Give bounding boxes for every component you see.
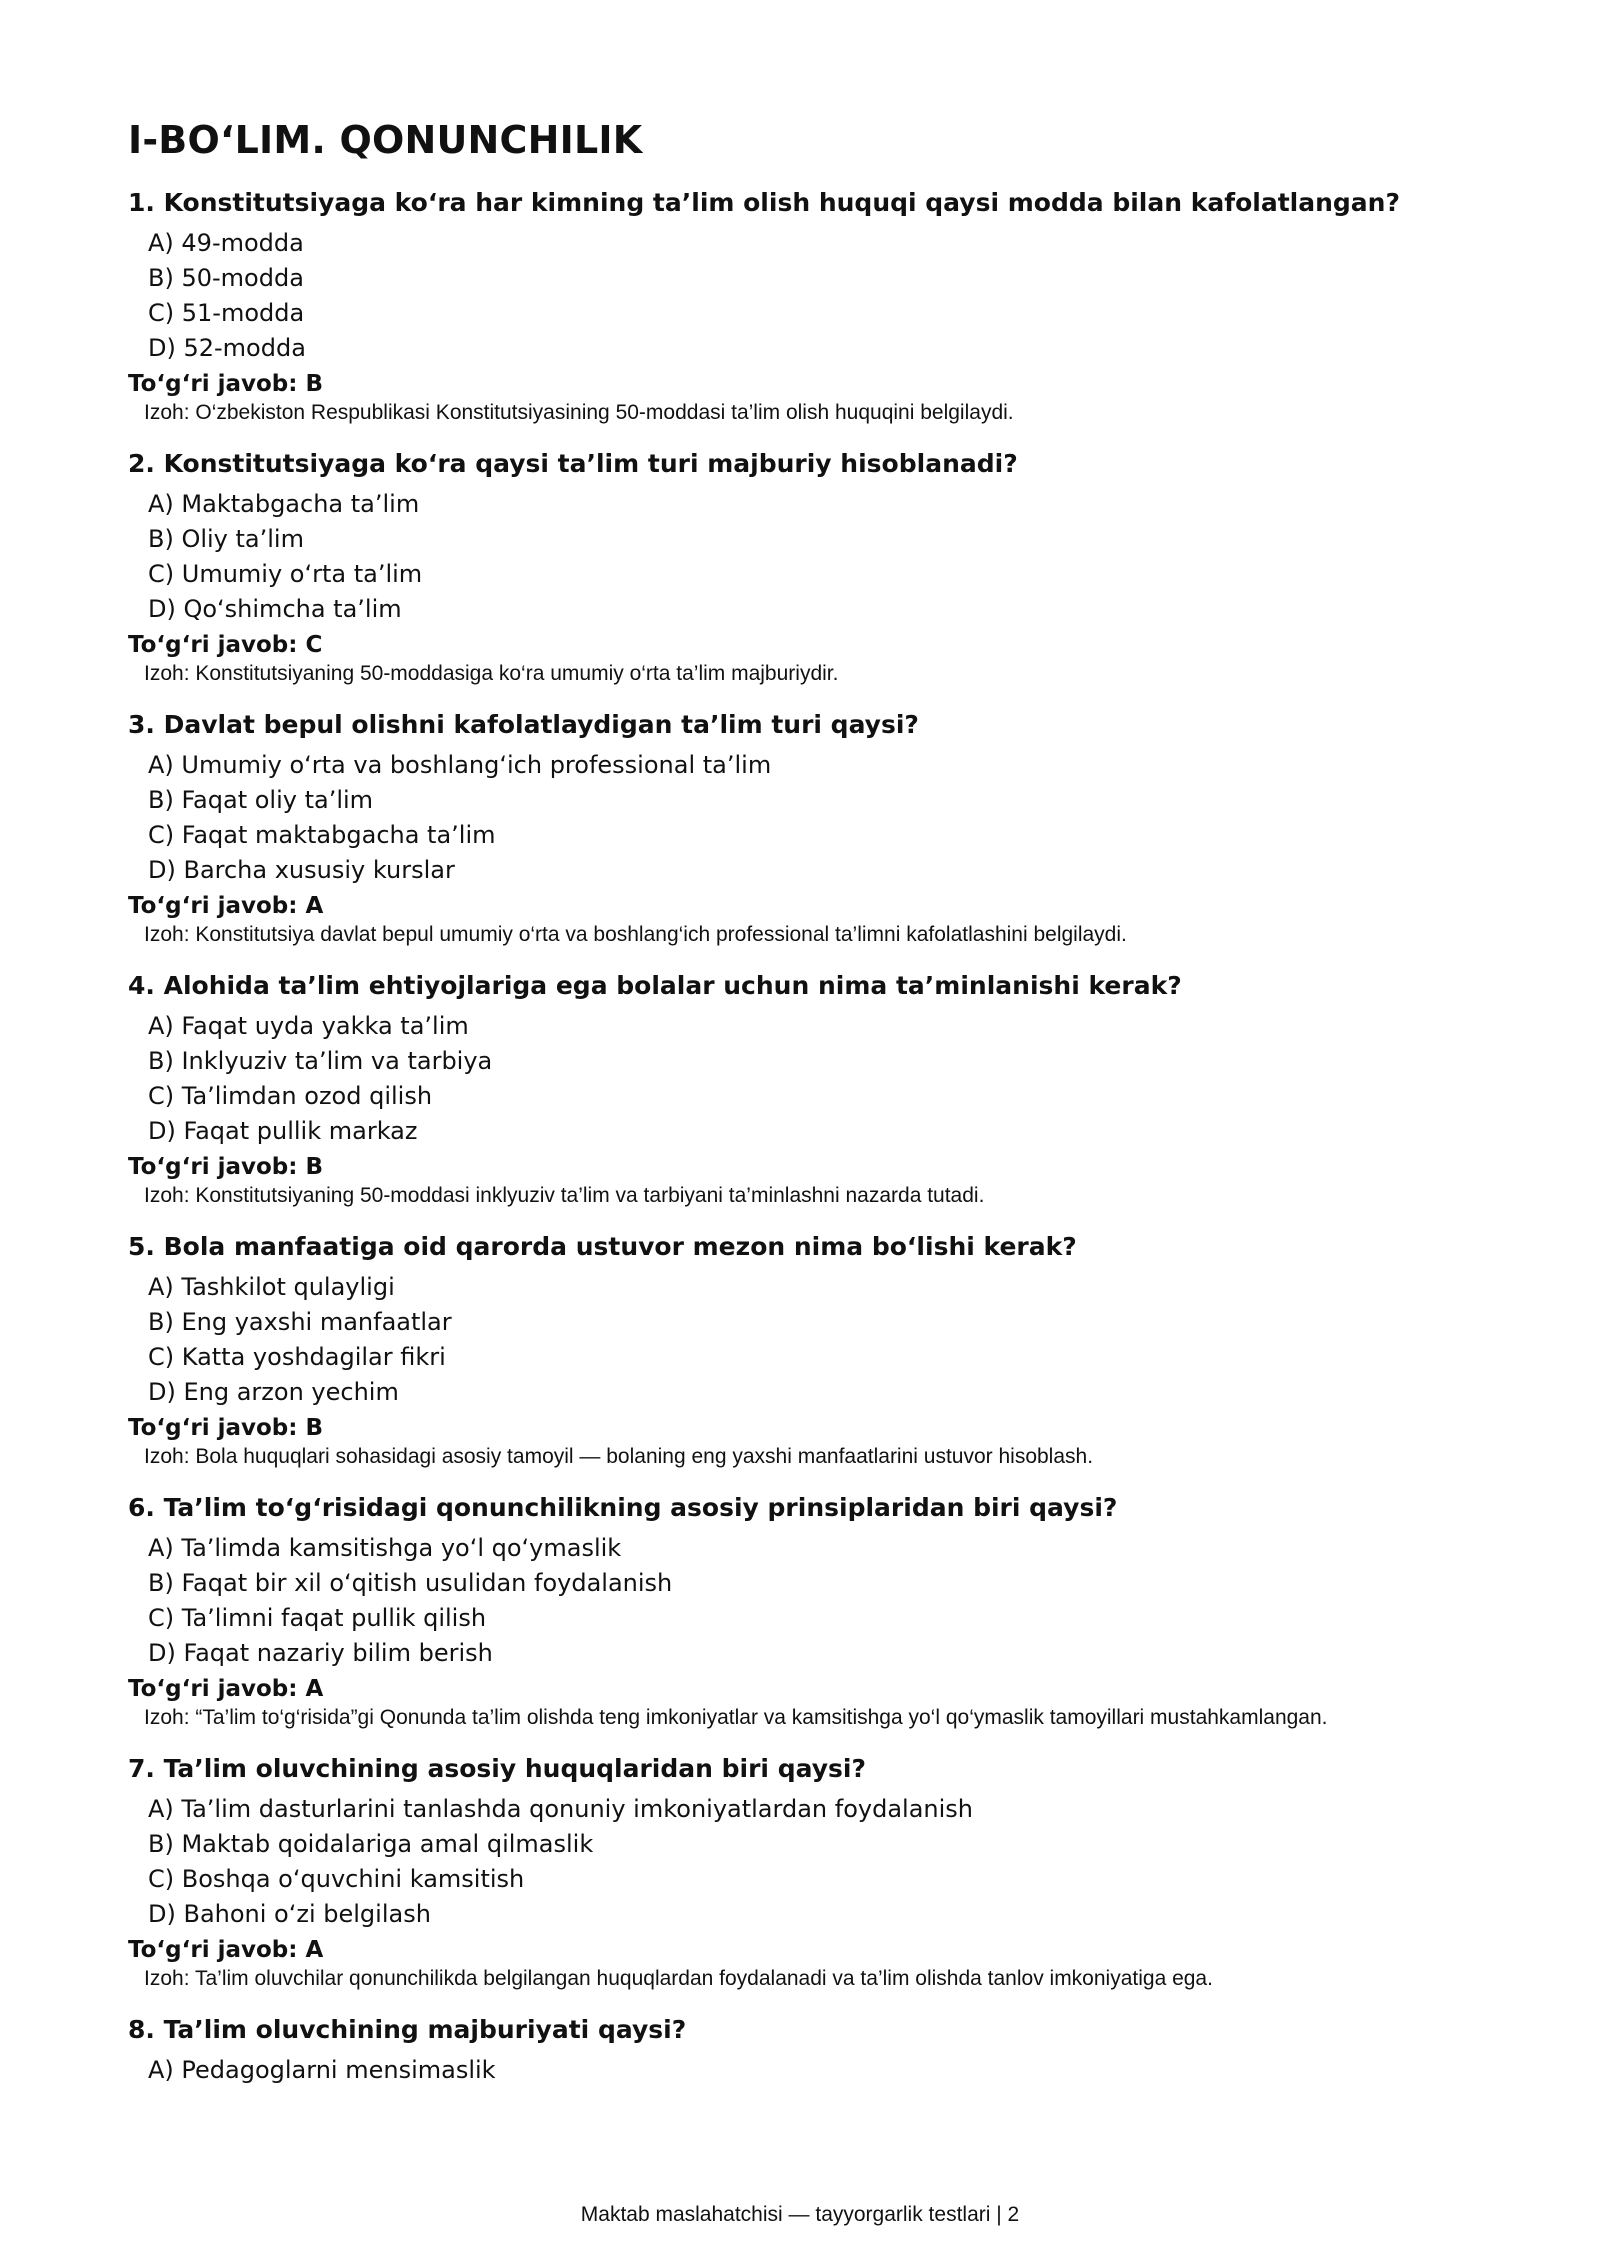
correct-answer: To‘g‘ri javob: B <box>128 1154 324 1180</box>
option-c: C) 51-modda <box>148 299 305 327</box>
explanation-note: Izoh: Konstitutsiyaning 50-moddasiga ko‘ra umumiy o‘rta ta’lim majburiydir. <box>144 662 839 685</box>
option-c: C) Faqat maktabgacha ta’lim <box>148 821 496 849</box>
question-7 <box>128 1754 1488 1993</box>
explanation-note: Izoh: O‘zbekiston Respublikasi Konstitutsiyasining 50-moddasi ta’lim olish huquqini belgilaydi. <box>144 401 1014 424</box>
question-title: 6. Ta’lim to‘g‘risidagi qonunchilikning asosiy prinsiplaridan biri qaysi? <box>128 1493 1118 1522</box>
option-c: C) Katta yoshdagilar fikri <box>148 1343 446 1371</box>
option-a: A) Ta’lim dasturlarini tanlashda qonuniy imkoniyatlardan foydalanish <box>148 1795 973 1823</box>
option-b: B) Faqat oliy ta’lim <box>148 786 374 814</box>
option-d: D) Barcha xususiy kurslar <box>148 856 455 884</box>
option-c: C) Boshqa o‘quvchini kamsitish <box>148 1865 525 1893</box>
option-c: C) Umumiy o‘rta ta’lim <box>148 560 423 588</box>
question-title: 1. Konstitutsiyaga ko‘ra har kimning ta’lim olish huquqi qaysi modda bilan kafolatlangan? <box>128 188 1400 217</box>
question-3 <box>128 710 1488 949</box>
question-title: 2. Konstitutsiyaga ko‘ra qaysi ta’lim turi majburiy hisoblanadi? <box>128 449 1018 478</box>
correct-answer: To‘g‘ri javob: A <box>128 893 324 919</box>
correct-answer: To‘g‘ri javob: B <box>128 371 324 397</box>
correct-answer: To‘g‘ri javob: B <box>128 1415 324 1441</box>
explanation-note: Izoh: Konstitutsiya davlat bepul umumiy o‘rta va boshlang‘ich professional ta’limni kafolatlashini belgilaydi. <box>144 923 1127 946</box>
option-a: A) Umumiy o‘rta va boshlang‘ich professional ta’lim <box>148 751 772 779</box>
correct-answer: To‘g‘ri javob: A <box>128 1676 324 1702</box>
option-c: C) Ta’limdan ozod qilish <box>148 1082 433 1110</box>
question-title: 8. Ta’lim oluvchining majburiyati qaysi? <box>128 2015 687 2044</box>
option-b: B) Faqat bir xil o‘qitish usulidan foydalanish <box>148 1569 673 1597</box>
option-b: B) Eng yaxshi manfaatlar <box>148 1308 452 1336</box>
question-title: 7. Ta’lim oluvchining asosiy huquqlaridan biri qaysi? <box>128 1754 866 1783</box>
option-a: A) Tashkilot qulayligi <box>148 1273 395 1301</box>
option-a: A) Ta’limda kamsitishga yo‘l qo‘ymaslik <box>148 1534 622 1562</box>
correct-answer: To‘g‘ri javob: A <box>128 1937 324 1963</box>
question-6 <box>128 1493 1488 1732</box>
option-b: B) Oliy ta’lim <box>148 525 304 553</box>
option-d: D) 52-modda <box>148 334 306 362</box>
option-b: B) Inklyuziv ta’lim va tarbiya <box>148 1047 493 1075</box>
question-5 <box>128 1232 1488 1471</box>
option-d: D) Qo‘shimcha ta’lim <box>148 595 402 623</box>
question-title: 3. Davlat bepul olishni kafolatlaydigan ta’lim turi qaysi? <box>128 710 919 739</box>
option-a: A) Pedagoglarni mensimaslik <box>148 2056 496 2084</box>
question-1 <box>128 188 1488 427</box>
option-a: A) Maktabgacha ta’lim <box>148 490 420 518</box>
option-c: C) Ta’limni faqat pullik qilish <box>148 1604 487 1632</box>
document-page <box>128 118 1488 2110</box>
explanation-note: Izoh: Ta’lim oluvchilar qonunchilikda belgilangan huquqlardan foydalanadi va ta’lim olishda tanlov imkoniyatiga ega. <box>144 1967 1213 1990</box>
question-2 <box>128 449 1488 688</box>
page-footer: Maktab maslahatchisi — tayyorgarlik testlari | 2 <box>580 2203 1020 2226</box>
question-title: 5. Bola manfaatiga oid qarorda ustuvor mezon nima bo‘lishi kerak? <box>128 1232 1077 1261</box>
option-a: A) Faqat uyda yakka ta’lim <box>148 1012 469 1040</box>
option-a: A) 49-modda <box>148 229 304 257</box>
section-title: I-BO‘LIM. QONUNCHILIK <box>128 118 643 162</box>
question-8 <box>128 2015 1488 2088</box>
option-d: D) Faqat nazariy bilim berish <box>148 1639 493 1667</box>
option-b: B) Maktab qoidalariga amal qilmaslik <box>148 1830 594 1858</box>
option-b: B) 50-modda <box>148 264 304 292</box>
correct-answer: To‘g‘ri javob: C <box>128 632 323 658</box>
option-d: D) Eng arzon yechim <box>148 1378 399 1406</box>
question-4 <box>128 971 1488 1210</box>
option-d: D) Bahoni o‘zi belgilash <box>148 1900 431 1928</box>
question-title: 4. Alohida ta’lim ehtiyojlariga ega bolalar uchun nima ta’minlanishi kerak? <box>128 971 1182 1000</box>
explanation-note: Izoh: Konstitutsiyaning 50-moddasi inklyuziv ta’lim va tarbiyani ta’minlashni nazarda tutadi. <box>144 1184 985 1207</box>
explanation-note: Izoh: Bola huquqlari sohasidagi asosiy tamoyil — bolaning eng yaxshi manfaatlarini ustuvor hisoblash. <box>144 1445 1094 1468</box>
option-d: D) Faqat pullik markaz <box>148 1117 418 1145</box>
explanation-note: Izoh: “Ta’lim to‘g‘risida”gi Qonunda ta’lim olishda teng imkoniyatlar va kamsitishga yo‘l qo‘ymaslik tamoyillari mustahkamlangan. <box>144 1706 1328 1729</box>
